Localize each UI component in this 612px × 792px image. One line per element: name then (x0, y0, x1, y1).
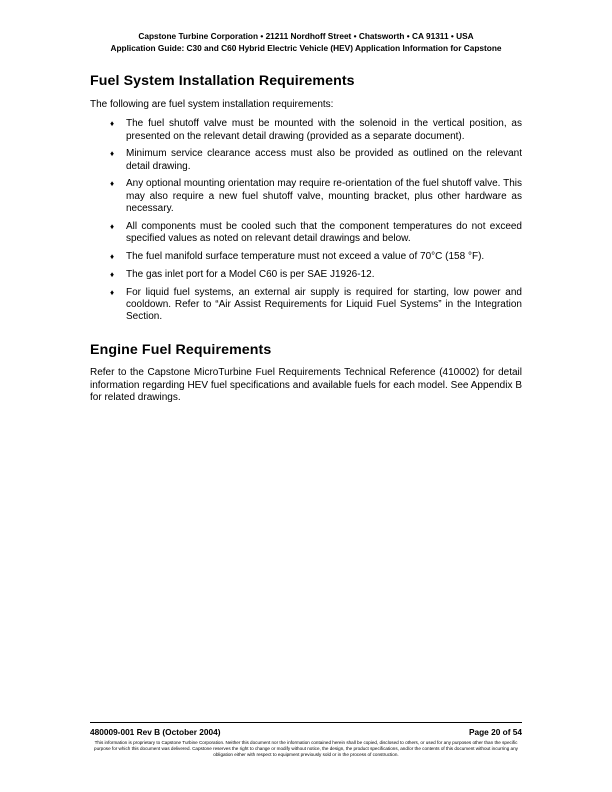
section-body: Refer to the Capstone MicroTurbine Fuel Requirements Technical Reference (410002) for detail information regarding HEV fuel specifications and available fuels for each model. See Appendix B for related drawings. (90, 367, 522, 404)
list-item-text: The fuel manifold surface temperature must not exceed a value of 70°C (158 °F). (126, 250, 485, 262)
list-item-text: All components must be cooled such that the component temperatures do not exceed specified values as noted on relevant detail drawings and below. (126, 220, 522, 245)
page-content (90, 72, 522, 404)
diamond-bullet-icon: ♦ (110, 119, 115, 129)
diamond-bullet-icon: ♦ (110, 287, 115, 297)
diamond-bullet-icon: ♦ (110, 251, 115, 261)
section-title-fuel-system: Fuel System Installation Requirements (90, 73, 355, 89)
proprietary-notice: This information is proprietary to Capstone Turbine Corporation. Neither this document nor the information contained herein shall be copied, disclosed to others, or used for any purposes other than the specific purpose for which this document was delivered. Capstone reserves the right to change or modify without notice, the design, the product specifications, and/or the contents of this document without incurring any obligation either with respect to equipment previously sold or in the process of construction. (94, 740, 518, 758)
diamond-bullet-icon: ♦ (110, 221, 115, 231)
list-item (90, 118, 522, 143)
section-intro: The following are fuel system installation requirements: (90, 99, 334, 110)
list-item (90, 178, 522, 215)
diamond-bullet-icon: ♦ (110, 179, 115, 189)
header-address: Capstone Turbine Corporation • 21211 Nordhoff Street • Chatsworth • CA 91311 • USA (138, 31, 474, 41)
list-item-text: The gas inlet port for a Model C60 is per SAE J1926-12. (126, 268, 375, 280)
section-title-engine-fuel: Engine Fuel Requirements (90, 342, 272, 359)
list-item (90, 269, 522, 281)
list-item (90, 148, 522, 173)
footer-row (90, 727, 522, 737)
section-engine-fuel (90, 341, 522, 404)
list-item-text: Any optional mounting orientation may require re-orientation of the fuel shutoff valve. This may also require a new fuel shutoff valve, mounting bracket, plus other hardware as necessary. (126, 178, 522, 215)
document-id: 480009-001 Rev B (October 2004) (90, 727, 221, 737)
diamond-bullet-icon: ♦ (110, 269, 115, 279)
list-item-text: Minimum service clearance access must also be provided as outlined on the relevant detail drawing. (126, 148, 522, 172)
page-number: Page 20 of 54 (468, 727, 522, 737)
header-guide-title: Application Guide: C30 and C60 Hybrid Electric Vehicle (HEV) Application Information for Capstone (110, 43, 502, 53)
diamond-bullet-icon: ♦ (110, 149, 115, 159)
requirements-list (90, 118, 522, 323)
page-footer (90, 722, 522, 759)
list-item-text: The fuel shutoff valve must be mounted with the solenoid in the vertical position, as presented on the relevant detail drawing (provided as a separate document). (126, 118, 522, 142)
list-item (90, 251, 522, 263)
page-header (0, 30, 612, 54)
list-item-text: For liquid fuel systems, an external air supply is required for starting, low power and cooldown. Refer to “Air Assist Requirements for Liquid Fuel Systems” in the Integration Section. (126, 286, 522, 323)
list-item (90, 221, 522, 246)
list-item (90, 287, 522, 324)
